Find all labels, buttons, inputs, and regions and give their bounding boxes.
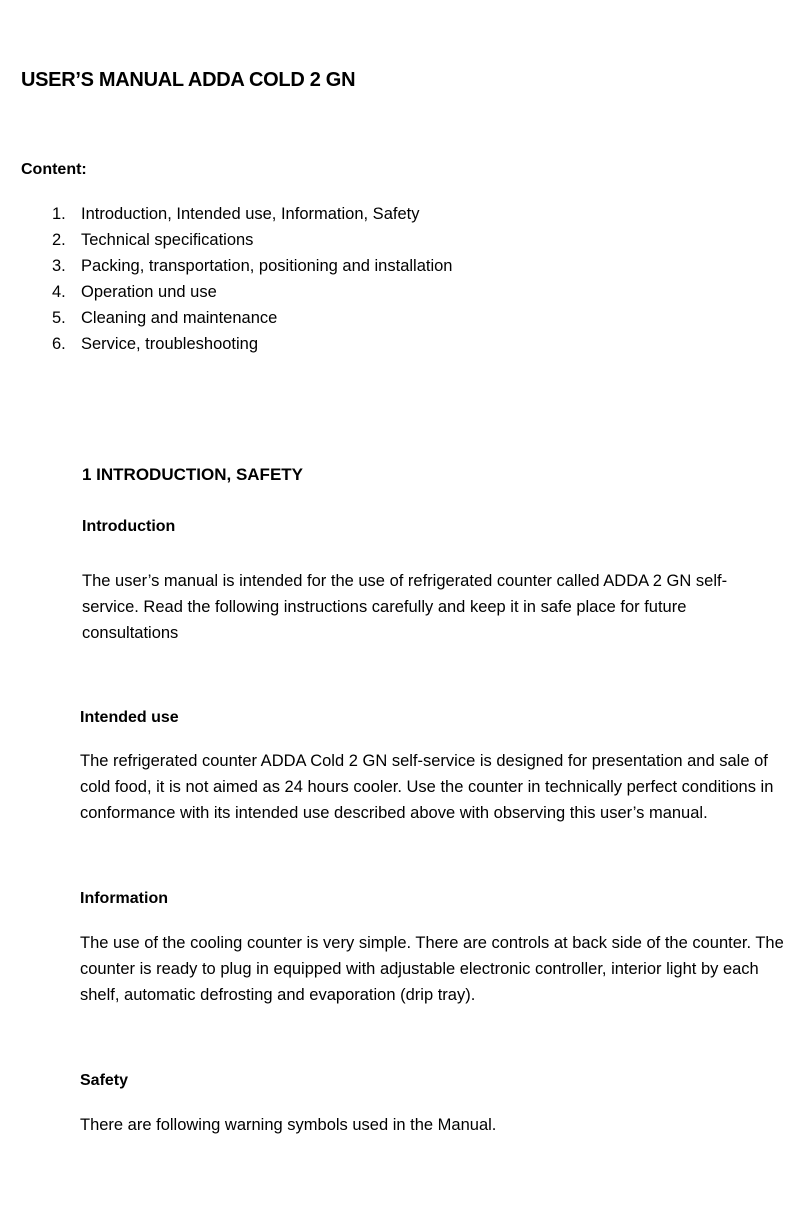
toc-item-text: Service, troubleshooting — [81, 335, 259, 353]
paragraph-information: The use of the cooling counter is very simple. There are controls at back side of the counter. The counter is ready to plug in equipped with adjustable electronic controller, interior light by each shelf, automatic defrosting and evaporation (drip tray). — [80, 934, 784, 1004]
toc-item-number: 5. — [52, 309, 66, 327]
subheading-intended-use: Intended use — [80, 709, 179, 726]
toc-item — [21, 331, 452, 357]
toc-item — [21, 279, 452, 305]
toc-item-text: Cleaning and maintenance — [81, 309, 278, 327]
paragraph-safety: There are following warning symbols used in the Manual. — [80, 1116, 497, 1134]
toc-item — [21, 305, 452, 331]
toc-item-number: 3. — [52, 257, 66, 275]
toc-item-text: Packing, transportation, positioning and installation — [81, 257, 453, 275]
toc-item-number: 4. — [52, 283, 66, 301]
toc-item — [21, 227, 452, 253]
subheading-safety: Safety — [80, 1072, 129, 1089]
paragraph-introduction: The user’s manual is intended for the use of refrigerated counter called ADDA 2 GN self-service. Read the following instructions carefully and keep it in safe place for future consultations — [82, 572, 728, 642]
toc-item — [21, 253, 452, 279]
subheading-information: Information — [80, 890, 168, 907]
toc-item-number: 1. — [52, 205, 66, 223]
toc-item-text: Introduction, Intended use, Information, Safety — [81, 205, 420, 223]
toc-item-number: 2. — [52, 231, 66, 249]
toc-item — [21, 201, 452, 227]
toc-item-text: Technical specifications — [81, 231, 254, 249]
toc-item-number: 6. — [52, 335, 66, 353]
subheading-introduction: Introduction — [82, 518, 176, 535]
toc-item-text: Operation und use — [81, 283, 217, 301]
section-heading-introduction-safety: 1 INTRODUCTION, SAFETY — [82, 465, 304, 484]
paragraph-intended-use: The refrigerated counter ADDA Cold 2 GN self-service is designed for presentation and sale of cold food, it is not aimed as 24 hours cooler. Use the counter in technically perfect conditions in conformance with its intended use described above with observing this user’s manual. — [80, 752, 774, 822]
content-label: Content: — [21, 161, 87, 178]
page-title: USER’S MANUAL ADDA COLD 2 GN — [21, 69, 356, 91]
table-of-contents — [21, 201, 452, 357]
